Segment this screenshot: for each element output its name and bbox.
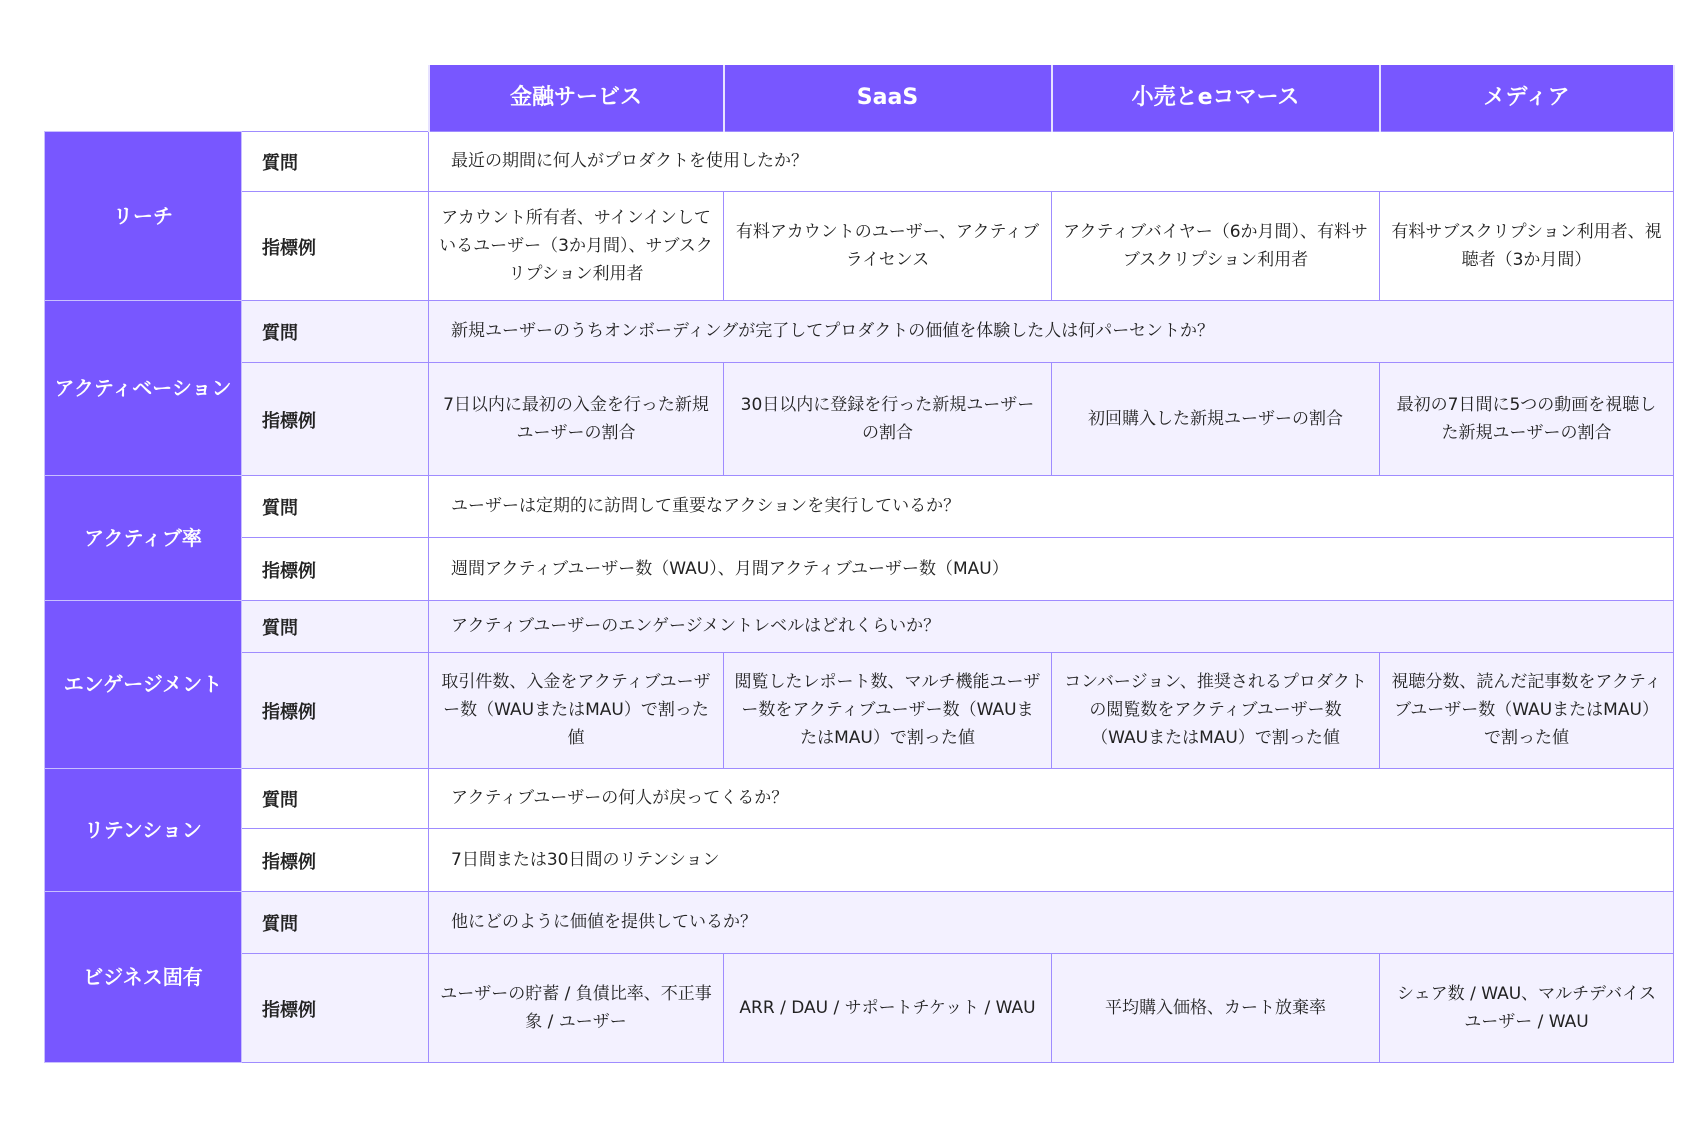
- category-label: リテンション: [45, 768, 242, 891]
- metric-row: [45, 652, 1674, 768]
- column-header: SaaS: [724, 65, 1052, 131]
- metric-text: 週間アクティブユーザー数（WAU）、月間アクティブユーザー数（MAU）: [429, 537, 1674, 600]
- metric-cell: 取引件数、入金をアクティブユーザー数（WAUまたはMAU）で割った値: [429, 652, 724, 768]
- question-row: [45, 131, 1674, 191]
- metric-cell: アカウント所有者、サインインしているユーザー（3か月間）、サブスクリプション利用者: [429, 191, 724, 300]
- column-header: 小売とeコマース: [1052, 65, 1380, 131]
- metric-cell: 7日以内に最初の入金を行った新規ユーザーの割合: [429, 362, 724, 475]
- question-row: [45, 475, 1674, 537]
- metric-row: [45, 953, 1674, 1062]
- question-label: 質問: [242, 475, 429, 537]
- metric-cell: 視聴分数、読んだ記事数をアクティブユーザー数（WAUまたはMAU）で割った値: [1380, 652, 1674, 768]
- question-text: 新規ユーザーのうちオンボーディングが完了してプロダクトの価値を体験した人は何パーセントか？: [429, 300, 1674, 362]
- question-label: 質問: [242, 600, 429, 652]
- metric-row: [45, 537, 1674, 600]
- question-label: 質問: [242, 891, 429, 953]
- metric-text: 7日間または30日間のリテンション: [429, 828, 1674, 891]
- column-header: 金融サービス: [429, 65, 724, 131]
- metric-row: [45, 191, 1674, 300]
- metric-cell: 有料アカウントのユーザー、アクティブライセンス: [724, 191, 1052, 300]
- metric-cell: ユーザーの貯蓄 / 負債比率、不正事象 / ユーザー: [429, 953, 724, 1062]
- header-blank: [45, 65, 429, 131]
- metric-label: 指標例: [242, 537, 429, 600]
- metric-cell: 30日以内に登録を行った新規ユーザーの割合: [724, 362, 1052, 475]
- metric-cell: 初回購入した新規ユーザーの割合: [1052, 362, 1380, 475]
- question-text: アクティブユーザーの何人が戻ってくるか？: [429, 768, 1674, 828]
- question-label: 質問: [242, 300, 429, 362]
- question-row: [45, 600, 1674, 652]
- metrics-table: [44, 65, 1675, 1063]
- metric-cell: ARR / DAU / サポートチケット / WAU: [724, 953, 1052, 1062]
- metric-label: 指標例: [242, 652, 429, 768]
- metric-cell: 平均購入価格、カート放棄率: [1052, 953, 1380, 1062]
- metric-row: [45, 828, 1674, 891]
- metric-row: [45, 362, 1674, 475]
- metric-cell: 有料サブスクリプション利用者、視聴者（3か月間）: [1380, 191, 1674, 300]
- metric-label: 指標例: [242, 828, 429, 891]
- question-text: アクティブユーザーのエンゲージメントレベルはどれくらいか？: [429, 600, 1674, 652]
- question-label: 質問: [242, 131, 429, 191]
- metric-label: 指標例: [242, 362, 429, 475]
- metric-cell: コンバージョン、推奨されるプロダクトの閲覧数をアクティブユーザー数（WAUまたはMAU）で割った値: [1052, 652, 1380, 768]
- column-header: メディア: [1380, 65, 1674, 131]
- metric-cell: 閲覧したレポート数、マルチ機能ユーザー数をアクティブユーザー数（WAUまたはMAU）で割った値: [724, 652, 1052, 768]
- question-text: ユーザーは定期的に訪問して重要なアクションを実行しているか？: [429, 475, 1674, 537]
- question-row: [45, 891, 1674, 953]
- category-label: アクティベーション: [45, 300, 242, 475]
- metric-cell: 最初の7日間に5つの動画を視聴した新規ユーザーの割合: [1380, 362, 1674, 475]
- metric-label: 指標例: [242, 953, 429, 1062]
- metric-label: 指標例: [242, 191, 429, 300]
- metric-cell: アクティブバイヤー（6か月間）、有料サブスクリプション利用者: [1052, 191, 1380, 300]
- category-label: ビジネス固有: [45, 891, 242, 1062]
- question-row: [45, 768, 1674, 828]
- question-label: 質問: [242, 768, 429, 828]
- category-label: リーチ: [45, 131, 242, 300]
- category-label: アクティブ率: [45, 475, 242, 600]
- question-row: [45, 300, 1674, 362]
- metric-cell: シェア数 / WAU、マルチデバイスユーザー / WAU: [1380, 953, 1674, 1062]
- category-label: エンゲージメント: [45, 600, 242, 768]
- question-text: 他にどのように価値を提供しているか？: [429, 891, 1674, 953]
- question-text: 最近の期間に何人がプロダクトを使用したか？: [429, 131, 1674, 191]
